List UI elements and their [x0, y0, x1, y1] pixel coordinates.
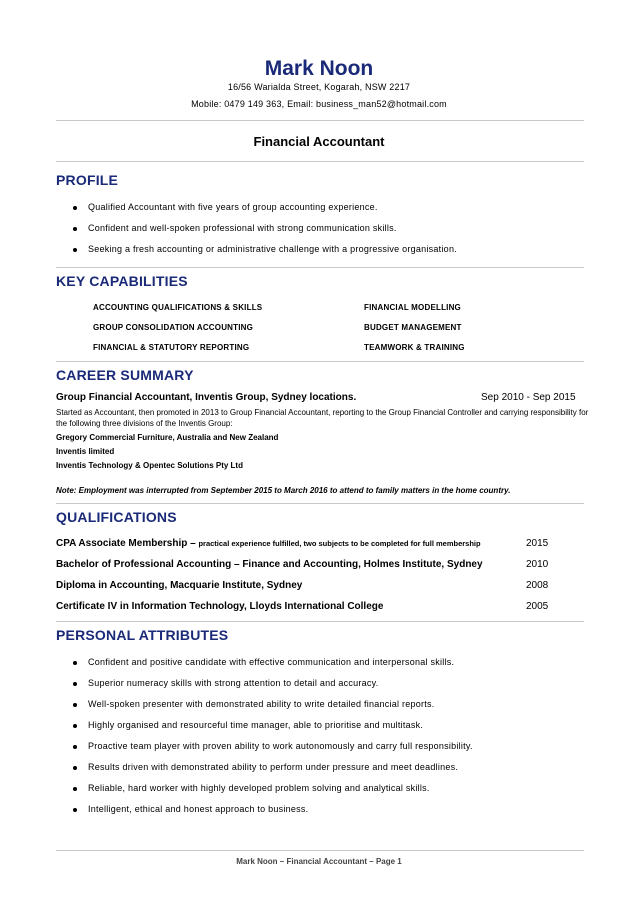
list-item: Results driven with demonstrated ability to perform under pressure and meet deadlines. [72, 762, 473, 783]
capability-item: GROUP CONSOLIDATION ACCOUNTING [93, 323, 254, 332]
page-footer: Mark Noon – Financial Accountant – Page 1 [236, 857, 402, 866]
company-item: Inventis limited [56, 447, 115, 456]
list-item: Confident and well-spoken professional with strong communication skills. [72, 223, 457, 244]
career-note: Note: Employment was interrupted from September 2015 to March 2016 to attend to family matters in the home country. [56, 486, 511, 495]
qualification-item: Diploma in Accounting, Macquarie Institute, Sydney [56, 580, 303, 591]
list-item: Seeking a fresh accounting or administrative challenge with a progressive organisation. [72, 244, 457, 265]
divider [56, 361, 584, 362]
list-item: Proactive team player with proven ability to work autonomously and carry full responsibility. [72, 741, 473, 762]
attributes-list [72, 657, 473, 825]
profile-list [72, 202, 457, 265]
qualification-year: 2010 [526, 559, 549, 570]
section-title-attributes: PERSONAL ATTRIBUTES [56, 627, 229, 643]
list-item: Confident and positive candidate with effective communication and interpersonal skills. [72, 657, 473, 678]
capability-item: TEAMWORK & TRAINING [364, 343, 465, 352]
section-title-capabilities: KEY CAPABILITIES [56, 273, 188, 289]
capability-item: FINANCIAL & STATUTORY REPORTING [93, 343, 250, 352]
list-item: Intelligent, ethical and honest approach to business. [72, 804, 473, 825]
section-title-profile: PROFILE [56, 172, 119, 188]
list-item: Qualified Accountant with five years of group accounting experience. [72, 202, 457, 223]
qualification-year: 2015 [526, 538, 549, 549]
candidate-name: Mark Noon [264, 57, 374, 80]
list-item: Reliable, hard worker with highly developed problem solving and analytical skills. [72, 783, 473, 804]
capability-item: FINANCIAL MODELLING [364, 303, 461, 312]
career-role: Group Financial Accountant, Inventis Group, Sydney locations. [56, 392, 357, 403]
section-title-qualifications: QUALIFICATIONS [56, 509, 177, 525]
qualification-item: Bachelor of Professional Accounting – Finance and Accounting, Holmes Institute, Sydney [56, 559, 483, 570]
qualification-name: CPA Associate Membership – [56, 538, 199, 549]
qualification-item [56, 538, 481, 549]
capability-item: ACCOUNTING QUALIFICATIONS & SKILLS [93, 303, 263, 312]
list-item: Highly organised and resourceful time manager, able to prioritise and multitask. [72, 720, 473, 741]
career-dates: Sep 2010 - Sep 2015 [481, 392, 576, 403]
divider [56, 621, 584, 622]
footer-divider [56, 850, 584, 851]
list-item: Superior numeracy skills with strong attention to detail and accuracy. [72, 678, 473, 699]
address: 16/56 Warialda Street, Kogarah, NSW 2217 [227, 82, 411, 92]
qualification-item: Certificate IV in Information Technology, Lloyds International College [56, 601, 384, 612]
qualification-detail: practical experience fulfilled, two subjects to be completed for full membership [198, 539, 481, 548]
career-description: Started as Accountant, then promoted in 2013 to Group Financial Accountant, reporting to the Group Financial Controller and carrying responsibility for the following three divisions of the Inventis Group: [56, 408, 589, 428]
company-item: Gregory Commercial Furniture, Australia and New Zealand [56, 433, 279, 442]
qualification-year: 2008 [526, 580, 549, 591]
list-item: Well-spoken presenter with demonstrated ability to write detailed financial reports. [72, 699, 473, 720]
job-title: Financial Accountant [253, 134, 385, 149]
qualification-year: 2005 [526, 601, 549, 612]
divider [56, 120, 584, 121]
company-item: Inventis Technology & Opentec Solutions Pty Ltd [56, 461, 243, 470]
divider [56, 267, 584, 268]
capability-item: BUDGET MANAGEMENT [364, 323, 462, 332]
section-title-career: CAREER SUMMARY [56, 367, 194, 383]
divider [56, 503, 584, 504]
contact-details: Mobile: 0479 149 363, Email: business_man52@hotmail.com [191, 99, 447, 109]
divider [56, 161, 584, 162]
